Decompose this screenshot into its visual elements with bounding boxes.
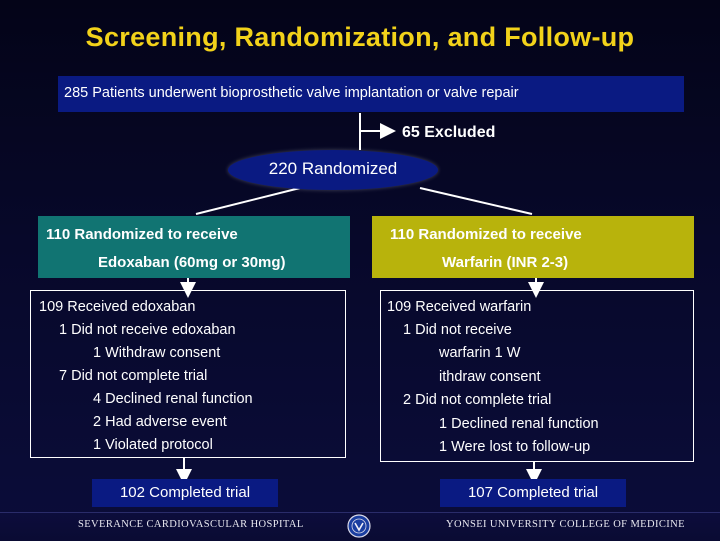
edoxaban-detail-1: 109 Received edoxaban bbox=[39, 299, 196, 315]
footer-college-name: YONSEI UNIVERSITY COLLEGE OF MEDICINE bbox=[446, 519, 685, 530]
warfarin-arm-line1: 110 Randomized to receive bbox=[390, 226, 582, 243]
edoxaban-arm-line2: Edoxaban (60mg or 30mg) bbox=[98, 254, 286, 271]
warfarin-detail-6: 1 Declined renal function bbox=[439, 416, 599, 432]
excluded-label: 65 Excluded bbox=[402, 124, 496, 141]
warfarin-arm-line2: Warfarin (INR 2-3) bbox=[442, 254, 569, 271]
warfarin-arm-box bbox=[372, 216, 694, 278]
edoxaban-detail-6: 2 Had adverse event bbox=[93, 414, 227, 430]
connector-to-right-arm bbox=[420, 188, 532, 214]
randomized-label: 220 Randomized bbox=[268, 159, 398, 178]
edoxaban-detail-4: 7 Did not complete trial bbox=[59, 368, 208, 384]
edoxaban-detail-2: 1 Did not receive edoxaban bbox=[59, 322, 236, 338]
connector-to-left-arm bbox=[196, 188, 300, 214]
edoxaban-completed-box: 102 Completed trial bbox=[92, 479, 278, 507]
warfarin-detail-7: 1 Were lost to follow-up bbox=[439, 439, 591, 455]
edoxaban-detail-5: 4 Declined renal function bbox=[93, 391, 253, 407]
edoxaban-arm-line1: 110 Randomized to receive bbox=[46, 226, 238, 243]
warfarin-details-box bbox=[380, 290, 694, 462]
footer-hospital-name: SEVERANCE CARDIOVASCULAR HOSPITAL bbox=[78, 519, 304, 530]
warfarin-detail-3: warfarin 1 W bbox=[439, 345, 521, 361]
warfarin-detail-1: 109 Received warfarin bbox=[387, 299, 532, 315]
screened-box bbox=[58, 76, 684, 112]
screened-text: 285 Patients underwent bioprosthetic valve implantation or valve repair bbox=[64, 85, 519, 101]
edoxaban-details-box bbox=[30, 290, 346, 458]
university-seal-icon bbox=[347, 514, 371, 538]
warfarin-detail-2: 1 Did not receive bbox=[403, 322, 512, 338]
edoxaban-arm-box bbox=[38, 216, 350, 278]
edoxaban-detail-7: 1 Violated protocol bbox=[93, 437, 213, 453]
slide-title: Screening, Randomization, and Follow-up bbox=[85, 22, 635, 52]
warfarin-detail-5: 2 Did not complete trial bbox=[403, 392, 552, 408]
warfarin-completed-box: 107 Completed trial bbox=[440, 479, 626, 507]
edoxaban-detail-3: 1 Withdraw consent bbox=[93, 345, 221, 361]
warfarin-detail-4: ithdraw consent bbox=[439, 369, 541, 385]
